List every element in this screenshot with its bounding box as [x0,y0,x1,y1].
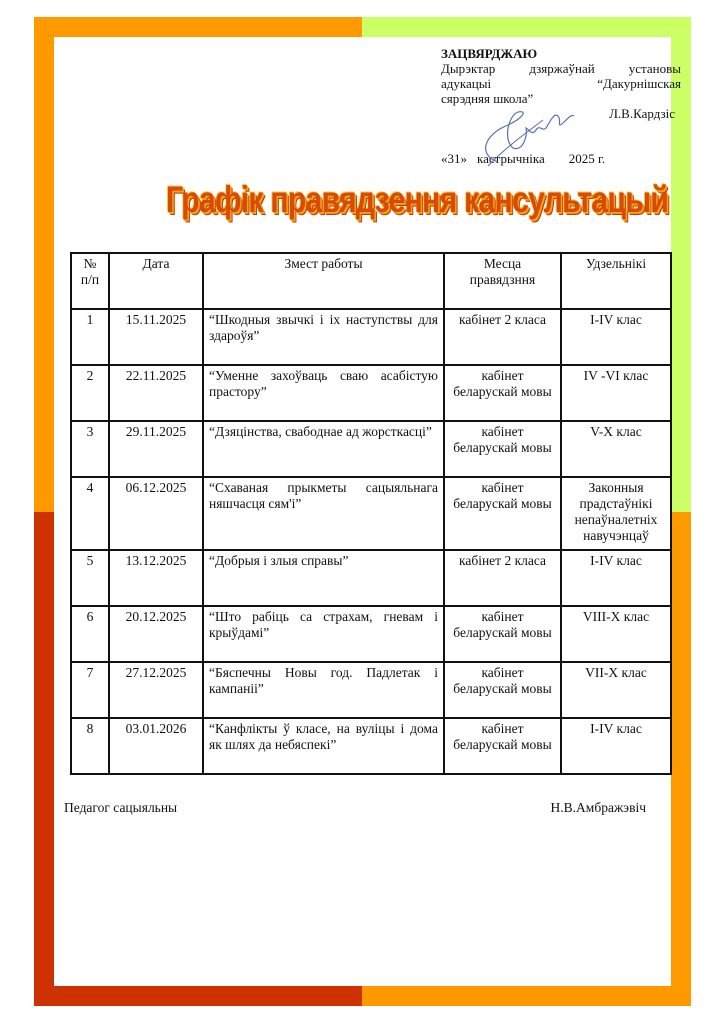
row-date: 15.11.2025 [109,309,203,365]
approval-line-2-left: адукацыі [441,76,492,91]
row-topic: “Уменне захоўваць сваю асабістую прастору” [203,365,444,421]
approval-heading: ЗАЦВЯРДЖАЮ [441,46,538,61]
row-participants: IV -VI клас [561,365,671,421]
table-row [71,718,671,774]
row-place: кабінет беларускай мовы [444,718,561,774]
row-place: кабінет беларускай мовы [444,365,561,421]
row-topic: “Добрыя і злыя справы” [203,550,444,606]
approval-date-month: кастрычніка [477,151,545,166]
row-topic: “Шкодныя звычкі і іх наступствы для здароўя” [203,309,444,365]
header-place: Месца правядзння [444,253,561,309]
row-topic: “Што рабіць са страхам, гневам і крыўдамі” [203,606,444,662]
row-topic: “Дзяцінства, свабоднае ад жорсткасці” [203,421,444,477]
row-date: 20.12.2025 [109,606,203,662]
row-date: 22.11.2025 [109,365,203,421]
frame-right-lower [671,512,691,1006]
table-row [71,606,671,662]
row-date: 27.12.2025 [109,662,203,718]
approval-date-year: 2025 г. [568,151,606,166]
row-num: 6 [71,606,109,662]
frame-left-upper [34,17,54,512]
row-place: кабінет беларускай мовы [444,421,561,477]
header-date: Дата [109,253,203,309]
table-row [71,550,671,606]
approval-line-1: Дырэктар дзяржаўнай установы [441,61,681,76]
table-row [71,309,671,365]
row-place: кабінет 2 класа [444,550,561,606]
row-participants: VII-X клас [561,662,671,718]
page-title: Графік правядзення кансультацый [165,179,669,220]
table-row [71,662,671,718]
row-participants: I-IV клас [561,309,671,365]
footer-name: Н.В.Амбражэвіч [550,800,646,815]
approval-date-day: «31» [441,151,467,166]
row-topic: “Схаваная прыкметы сацыяльнага няшчасця сям'і” [203,477,444,550]
schedule-table [70,252,672,775]
approval-line-2-right: “Дакурнішская [597,76,681,91]
table-row [71,365,671,421]
row-participants: V-X клас [561,421,671,477]
row-place: кабінет беларускай мовы [444,606,561,662]
footer-position: Педагог сацыяльны [64,800,178,815]
header-participants: Удзельнікі [561,253,671,309]
frame-bottom-left [34,986,362,1006]
header-topic: Змест работы [203,253,444,309]
table-header-row [71,253,671,309]
row-num: 3 [71,421,109,477]
approval-line-3: сярэдняя школа” [441,91,534,106]
row-date: 13.12.2025 [109,550,203,606]
row-place: кабінет 2 класа [444,309,561,365]
approval-line-2 [441,76,681,91]
row-num: 7 [71,662,109,718]
row-place: кабінет беларускай мовы [444,662,561,718]
frame-bottom-right [362,986,691,1006]
row-num: 5 [71,550,109,606]
header-num: № п/п [71,253,109,309]
row-num: 1 [71,309,109,365]
row-place: кабінет беларускай мовы [444,477,561,550]
row-topic: “Канфлікты ў класе, на вуліцы і дома як шлях да небяспекі” [203,718,444,774]
signature-icon [468,100,578,170]
table-row [71,421,671,477]
approval-signatory: Л.В.Кардзіс [609,106,675,121]
row-date: 03.01.2026 [109,718,203,774]
row-num: 2 [71,365,109,421]
row-participants: I-IV клас [561,718,671,774]
row-participants: I-IV клас [561,550,671,606]
row-num: 8 [71,718,109,774]
row-topic: “Бяспечны Новы год. Падлетак і кампаніі” [203,662,444,718]
table-row [71,477,671,550]
row-num: 4 [71,477,109,550]
frame-top-left [34,17,362,37]
row-date: 29.11.2025 [109,421,203,477]
row-participants: Законныя прадстаўнікі непаўналетніх навучэнцаў [561,477,671,550]
row-participants: VIII-X клас [561,606,671,662]
frame-left-lower [34,512,54,1006]
row-date: 06.12.2025 [109,477,203,550]
frame-top-right [362,17,691,37]
